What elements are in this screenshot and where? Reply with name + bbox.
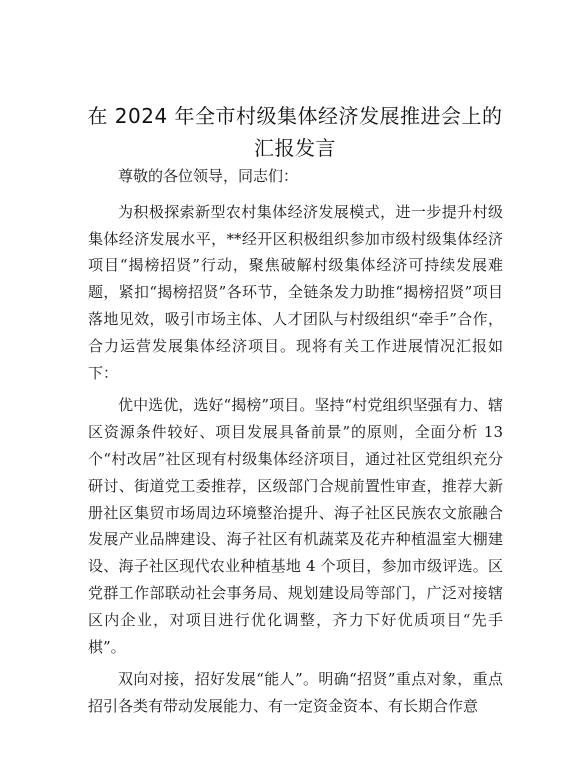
paragraph-talent-recruitment: 双向对接，招好发展“能人”。明确“招贤”重点对象，重点招引各类有带动发展能力、有一定资金资本、有长期合作意 (88, 670, 503, 716)
salutation: 尊敬的各位领导，同志们： (118, 167, 299, 185)
document-body (88, 163, 503, 726)
paragraph-intro: 为积极探索新型农村集体经济发展模式，进一步提升村级集体经济发展水平，**经开区积极组织参加市级村级集体经济项目“揭榜招贤”行动，聚焦破解村级集体经济可持续发展难题，紧扣“揭榜招贤”各环节，全链条发力助推“揭榜招贤”项目落地见效，吸引市场主体、人才团队与村级组织“牵手”合作，合力运营发展集体经济项目。现将有关工作进展情况汇报如下： (88, 202, 503, 382)
document-title: 在 2024 年全市村级集体经济发展推进会上的汇报发言 (87, 104, 503, 160)
paragraph-project-selection: 优中选优，选好“揭榜”项目。坚持“村党组织坚强有力、辖区资源条件较好、项目发展具备前景”的原则，全面分析 13 个“村改居”社区现有村级集体经济项目，通过社区党组织充分研讨、街道党工委推荐，区级部门合规前置性审查，推荐大新册社区集贸市场周边环境整治提升、海子社区民族农文旅融合发展产业品牌建设、海子社区有机蔬菜及花卉种植温室大棚建设、海子社区现代农业种植基地 4 个项目，参加市级评选。区党群工作部联动社会事务局、规划建设局等部门，广泛对接辖区内企业，对项目进行优化调整，齐力下好优质项目“先手棋”。 (88, 396, 503, 656)
